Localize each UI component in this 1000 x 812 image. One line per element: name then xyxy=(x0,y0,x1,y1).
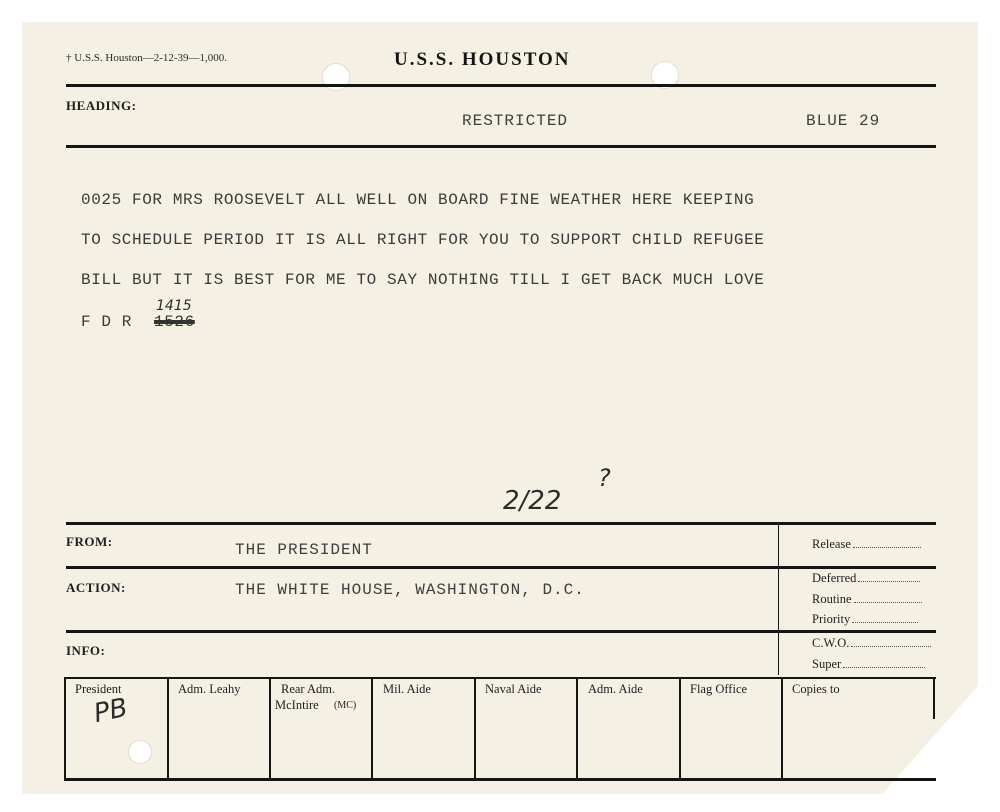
handwritten-time: 1415 xyxy=(156,298,192,314)
message-line: 0025 FOR MRS ROOSEVELT ALL WELL ON BOARD FINE WEATHER HERE KEEPING xyxy=(81,191,755,209)
message-code: BLUE 29 xyxy=(806,112,881,130)
grid-divider xyxy=(371,677,373,781)
heading-rule xyxy=(66,145,936,148)
grid-divider xyxy=(64,677,66,781)
header-rule xyxy=(66,84,936,87)
routine-field: Routine xyxy=(812,592,922,607)
classification: RESTRICTED xyxy=(462,112,569,130)
grid-top-rule xyxy=(64,677,936,679)
priority-field: Priority xyxy=(812,612,918,627)
col-copies-to: Copies to xyxy=(792,682,840,696)
grid-bottom-rule xyxy=(64,778,936,781)
message-line: BILL BUT IT IS BEST FOR ME TO SAY NOTHING TILL I GET BACK MUCH LOVE xyxy=(81,271,765,289)
from-rule xyxy=(66,566,936,569)
col-adm-aide: Adm. Aide xyxy=(588,682,643,696)
from-label: FROM: xyxy=(66,534,113,549)
grid-divider xyxy=(933,677,935,719)
col-mil-aide: Mil. Aide xyxy=(383,682,431,696)
grid-divider xyxy=(781,677,783,781)
col-president: President xyxy=(75,682,122,696)
signature: F D R xyxy=(81,313,133,331)
release-field: Release xyxy=(812,537,921,552)
from-value: THE PRESIDENT xyxy=(235,541,373,559)
grid-divider xyxy=(269,677,271,781)
deferred-field: Deferred xyxy=(812,571,920,586)
print-line: † U.S.S. Houston—2-12-39—1,000. xyxy=(66,52,228,64)
president-initials: PB xyxy=(91,692,131,730)
grid-divider xyxy=(167,677,169,781)
col-flag-office: Flag Office xyxy=(690,682,748,696)
grid-divider xyxy=(576,677,578,781)
message-line: TO SCHEDULE PERIOD IT IS ALL RIGHT FOR YOU TO SUPPORT CHILD REFUGEE xyxy=(81,231,765,249)
grid-divider xyxy=(474,677,476,781)
form-title: U.S.S. HOUSTON xyxy=(394,49,571,70)
col-adm-leahy: Adm. Leahy xyxy=(178,682,241,696)
action-label: ACTION: xyxy=(66,580,126,595)
handwritten-date: 2/22 xyxy=(503,486,562,516)
action-rule xyxy=(66,630,936,633)
handwritten-query: ? xyxy=(598,464,611,492)
heading-label: HEADING: xyxy=(66,98,137,113)
punch-hole xyxy=(128,740,152,764)
col-mc: (MC) xyxy=(334,700,357,711)
col-naval-aide: Naval Aide xyxy=(485,682,542,696)
routing-top-rule xyxy=(66,522,936,525)
cwo-field: C.W.O. xyxy=(812,636,931,651)
super-field: Super xyxy=(812,657,925,672)
col-mcintire: McIntire xyxy=(275,698,319,712)
struck-time: 1526 xyxy=(154,313,195,331)
grid-divider xyxy=(679,677,681,781)
precedence-divider xyxy=(778,525,779,675)
info-label: INFO: xyxy=(66,643,106,658)
col-rear-adm: Rear Adm. xyxy=(281,682,336,696)
action-value: THE WHITE HOUSE, WASHINGTON, D.C. xyxy=(235,581,585,599)
